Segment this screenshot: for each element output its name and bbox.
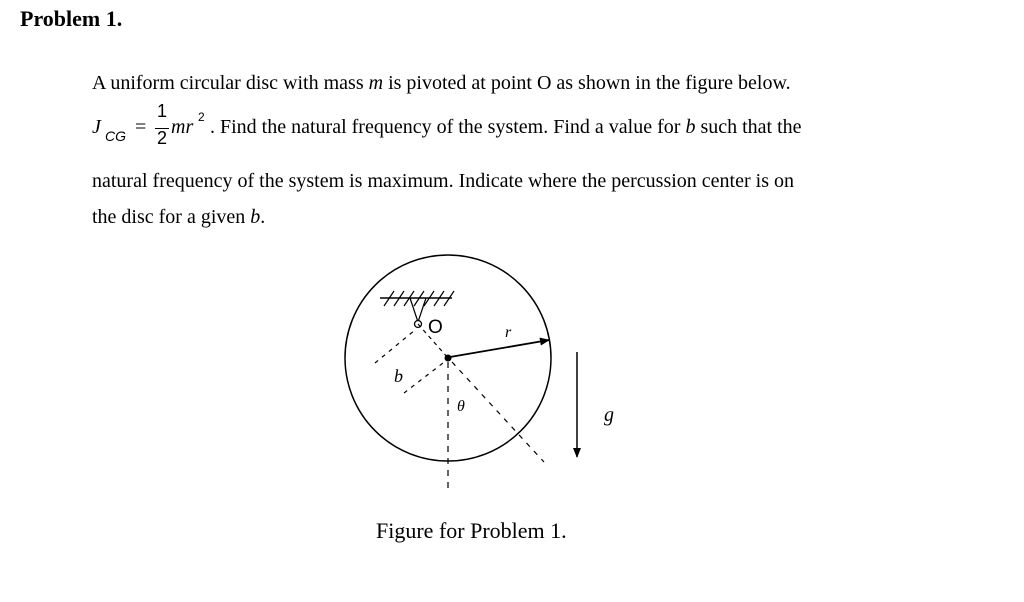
text: .	[260, 206, 266, 228]
radius-arrow	[450, 340, 549, 357]
fraction-numerator: 1	[157, 101, 168, 121]
text: such that the	[695, 116, 802, 138]
label-O: O	[428, 317, 443, 338]
equals-sign: =	[135, 116, 147, 138]
b-symbol: b	[250, 206, 261, 228]
ground-support-icon	[380, 291, 454, 322]
b-dimension-line-lower	[404, 363, 443, 393]
inertia-subscript: CG	[105, 128, 126, 144]
diagonal-reference-line	[452, 362, 544, 462]
figure-caption: Figure for Problem 1.	[376, 518, 567, 543]
b-dimension-line-upper	[375, 330, 415, 363]
text: the disc for a given	[92, 206, 251, 228]
exponent: 2	[198, 110, 205, 124]
b-symbol: b	[685, 116, 696, 138]
inertia-symbol: J	[92, 116, 101, 138]
text: . Find the natural frequency of the system. Find a value for	[210, 116, 686, 138]
label-b: b	[394, 366, 403, 386]
text: A uniform circular disc with mass	[92, 72, 369, 94]
label-r: r	[505, 324, 512, 341]
mr-term: mr	[171, 116, 194, 138]
label-g: g	[604, 404, 614, 426]
fraction-denominator: 2	[157, 128, 168, 148]
paragraph-line-3: natural frequency of the system is maximum. Indicate where the percussion center is on	[92, 170, 794, 192]
problem-title: Problem 1.	[20, 6, 123, 31]
text: is pivoted at point O as shown in the figure below.	[383, 72, 791, 94]
label-theta: θ	[457, 398, 465, 415]
mass-symbol: m	[368, 72, 384, 94]
